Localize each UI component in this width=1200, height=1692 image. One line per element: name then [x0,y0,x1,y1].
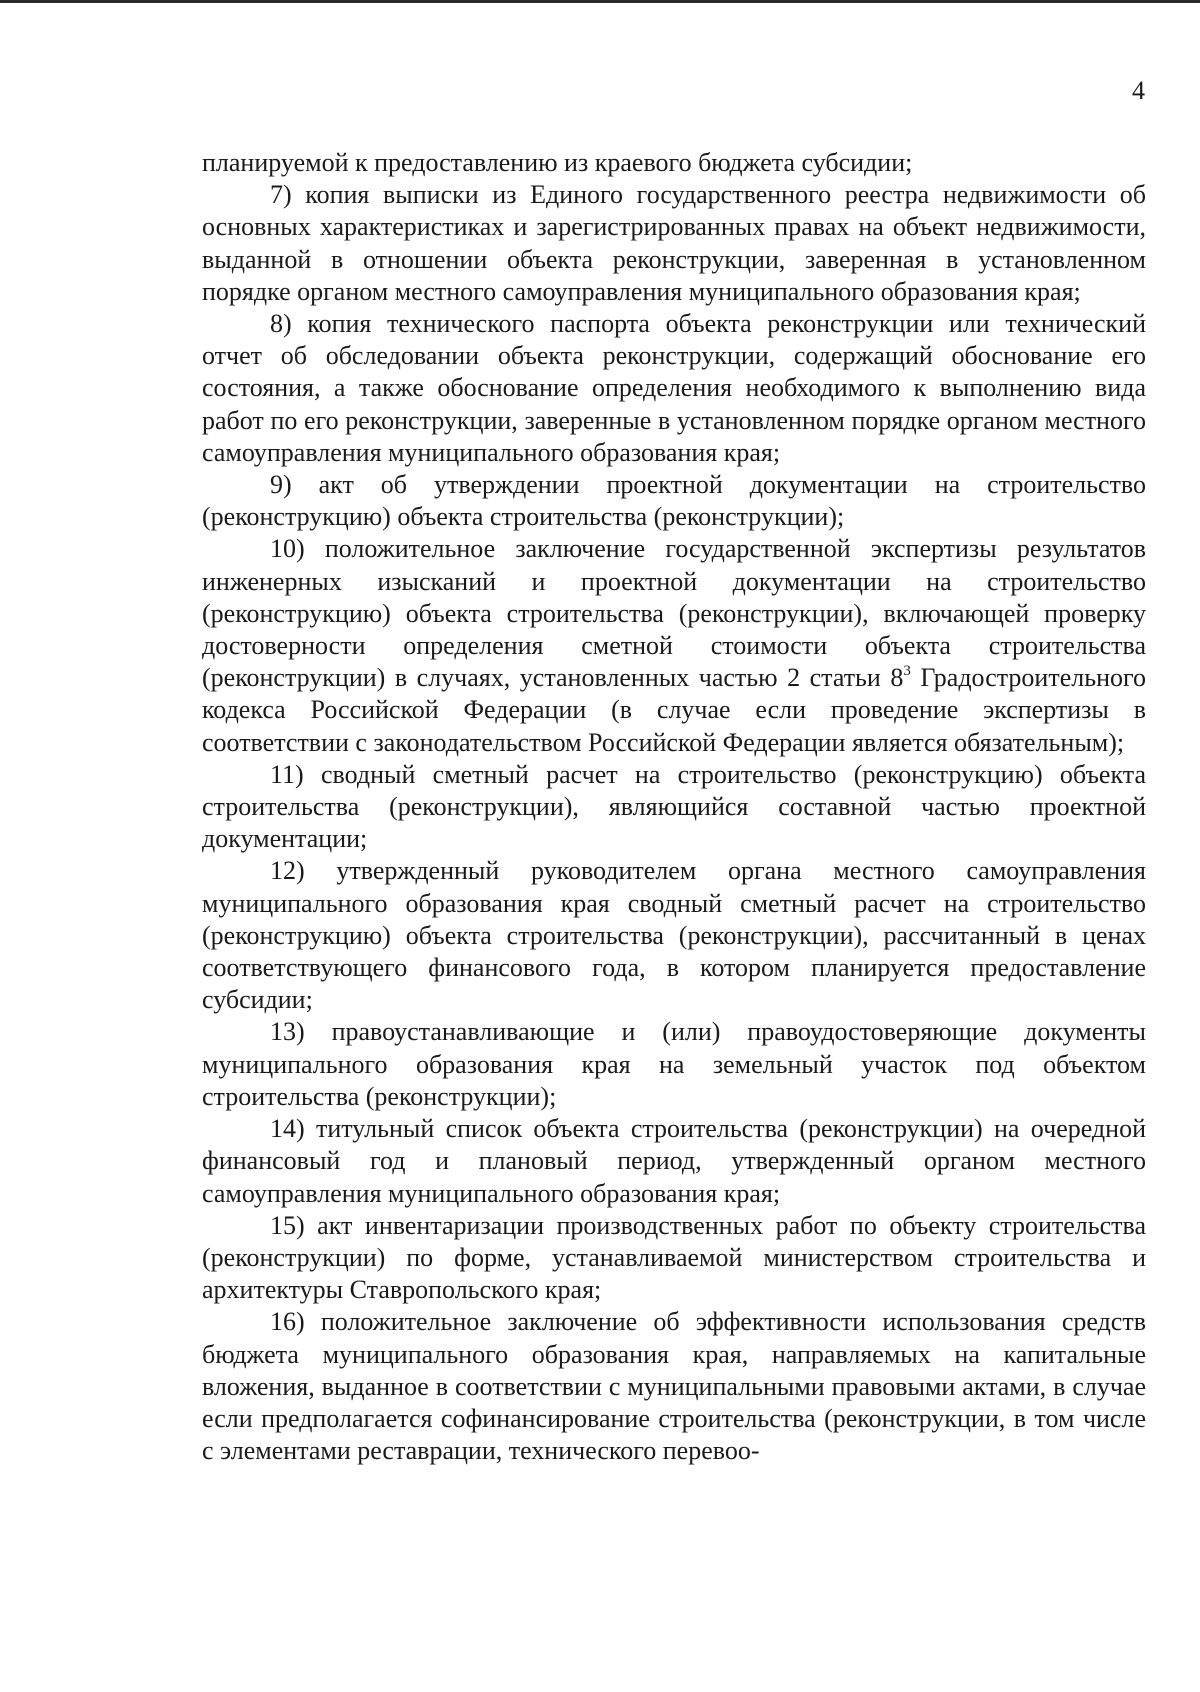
paragraph-item-16: 16) положительное заключение об эффективности использования средств бюджета муниципального образования края, направляемых на капитальные вложения, выданное в соответствии с муниципальными правовыми актами, в случае если предполагается софинансирование строительства (реконструкции, в том числе с элементами реставрации, технического перевоо- [202,1307,1146,1466]
paragraph-item-13: 13) правоустанавливающие и (или) правоудостоверяющие документы муниципального образования края на земельный участок под объектом строительства (реконструкции); [202,1017,1146,1111]
paragraph-continuation: планируемой к предоставлению из краевого бюджета субсидии; [202,148,913,177]
paragraph-item-9: 9) акт об утверждении проектной документации на строительство (реконструкцию) объекта строительства (реконструкции); [202,470,1146,532]
paragraph-item-10-text-before: 10) положительное заключение государственной экспертизы результатов инженерных изысканий и проектной документации на строительство (реконструкцию) объекта строительства (реконструкции), включающей проверку достоверности определения сметной стоимости объекта строительства (реконструкции) в случаях, установленных частью 2 статьи 8 [202,534,1146,693]
paragraph-item-11: 11) сводный сметный расчет на строительство (реконструкцию) объекта строительства (реконструкции), являющийся составной частью проектной документации; [202,759,1146,854]
paragraph-item-10-text-after: Градостроительного кодекса Российской Федерации (в случае если проведение экспертизы в соответствии с законодательством Российской Федерации является обязательным); [202,663,1146,757]
article-superscript: 3 [903,663,911,680]
paragraph-item-12: 12) утвержденный руководителем органа местного самоуправления муниципального образования края сводный сметный расчет на строительство (реконструкцию) объекта строительства (реконструкции), рассчитанный в ценах соответствующего финансового года, в котором планируется предоставление субсидии; [202,856,1146,1015]
paragraph-item-10 [202,533,1146,758]
paragraph-item-8: 8) копия технического паспорта объекта реконструкции или технический отчет об обследовании объекта реконструкции, содержащий обоснование его состояния, а также обоснование определения необходимого к выполнению вида работ по его реконструкции, заверенные в установленном порядке органом местного самоуправления муниципального образования края; [202,309,1146,467]
paragraph-item-14: 14) титульный список объекта строительства (реконструкции) на очередной финансовый год и плановый период, утвержденный органом местного самоуправления муниципального образования края; [202,1114,1146,1208]
paragraph-item-7: 7) копия выписки из Единого государственного реестра недвижимости об основных характеристиках и зарегистрированных правах на объект недвижимости, выданной в отношении объекта реконструкции, заверенная в установленном порядке органом местного самоуправления муниципального образования края; [202,180,1146,306]
document-body [202,147,1146,1467]
scan-top-edge [0,0,1200,3]
paragraph-item-15: 15) акт инвентаризации производственных работ по объекту строительства (реконструкции) по форме, устанавливаемой министерством строительства и архитектуры Ставропольского края; [202,1210,1146,1305]
page-number: 4 [1132,76,1145,105]
